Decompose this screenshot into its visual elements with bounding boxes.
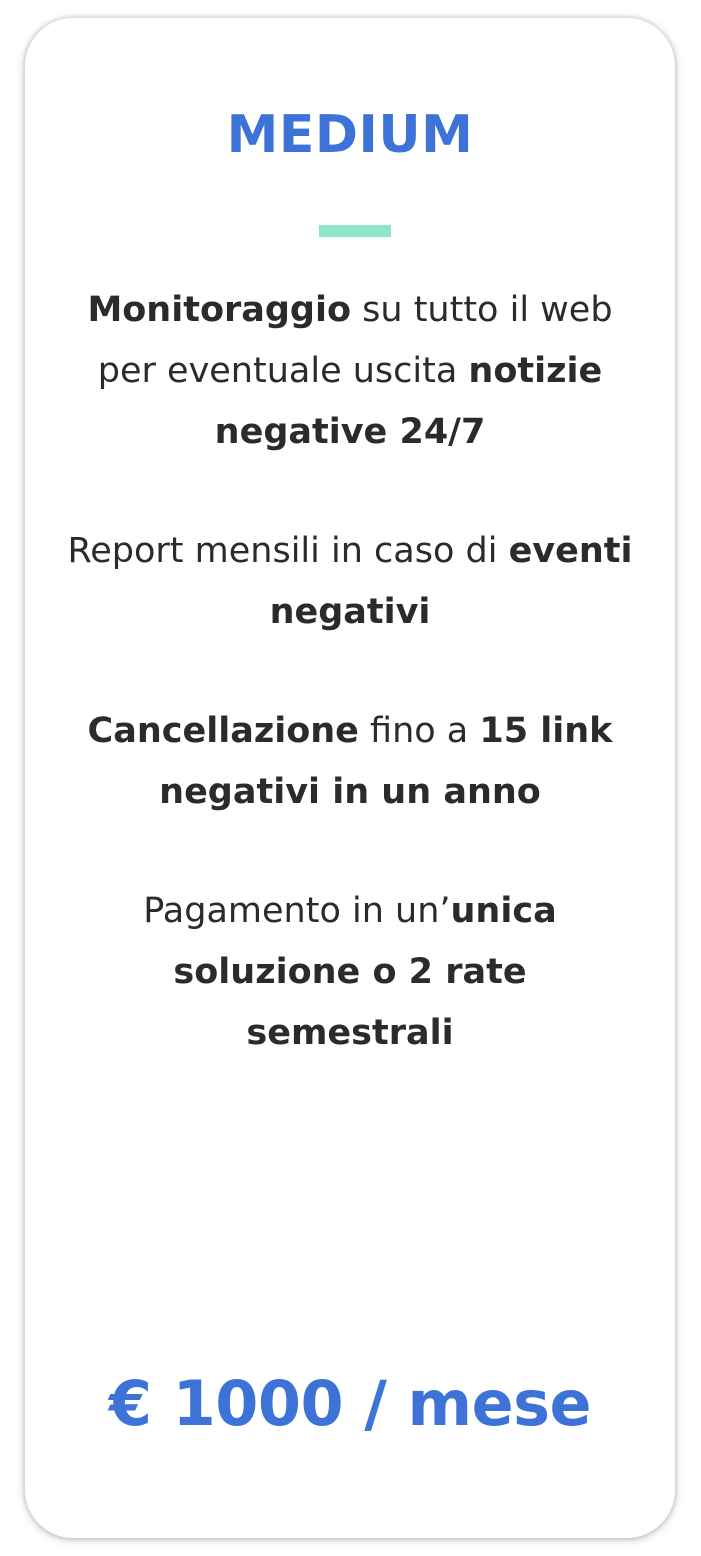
feature-removal-middle: fino a <box>358 711 480 751</box>
feature-report-text: Report mensili in caso di <box>67 531 509 571</box>
title-divider <box>319 225 391 237</box>
feature-payment-text: Pagamento in un’ <box>143 891 451 931</box>
feature-list <box>65 280 635 1122</box>
feature-monitoring-lead: Monitoraggio <box>87 290 352 330</box>
feature-monitoring <box>65 280 635 463</box>
feature-removal-tail: 15 link negativi in un anno <box>159 711 613 812</box>
feature-payment <box>65 881 635 1064</box>
feature-payment-bold: unica soluzione o 2 rate semestrali <box>173 891 557 1053</box>
feature-report-bold: eventi negativi <box>269 531 633 632</box>
pricing-card <box>25 18 675 1538</box>
feature-removal-lead: Cancellazione <box>87 711 359 751</box>
feature-monitoring-middle: su tutto il web per eventuale uscita <box>97 290 613 391</box>
feature-report <box>65 521 635 643</box>
feature-removal <box>65 701 635 823</box>
plan-title: MEDIUM <box>226 105 474 165</box>
feature-monitoring-tail: notizie negative 24/7 <box>214 351 603 452</box>
plan-price: € 1000 / mese <box>108 1367 592 1440</box>
